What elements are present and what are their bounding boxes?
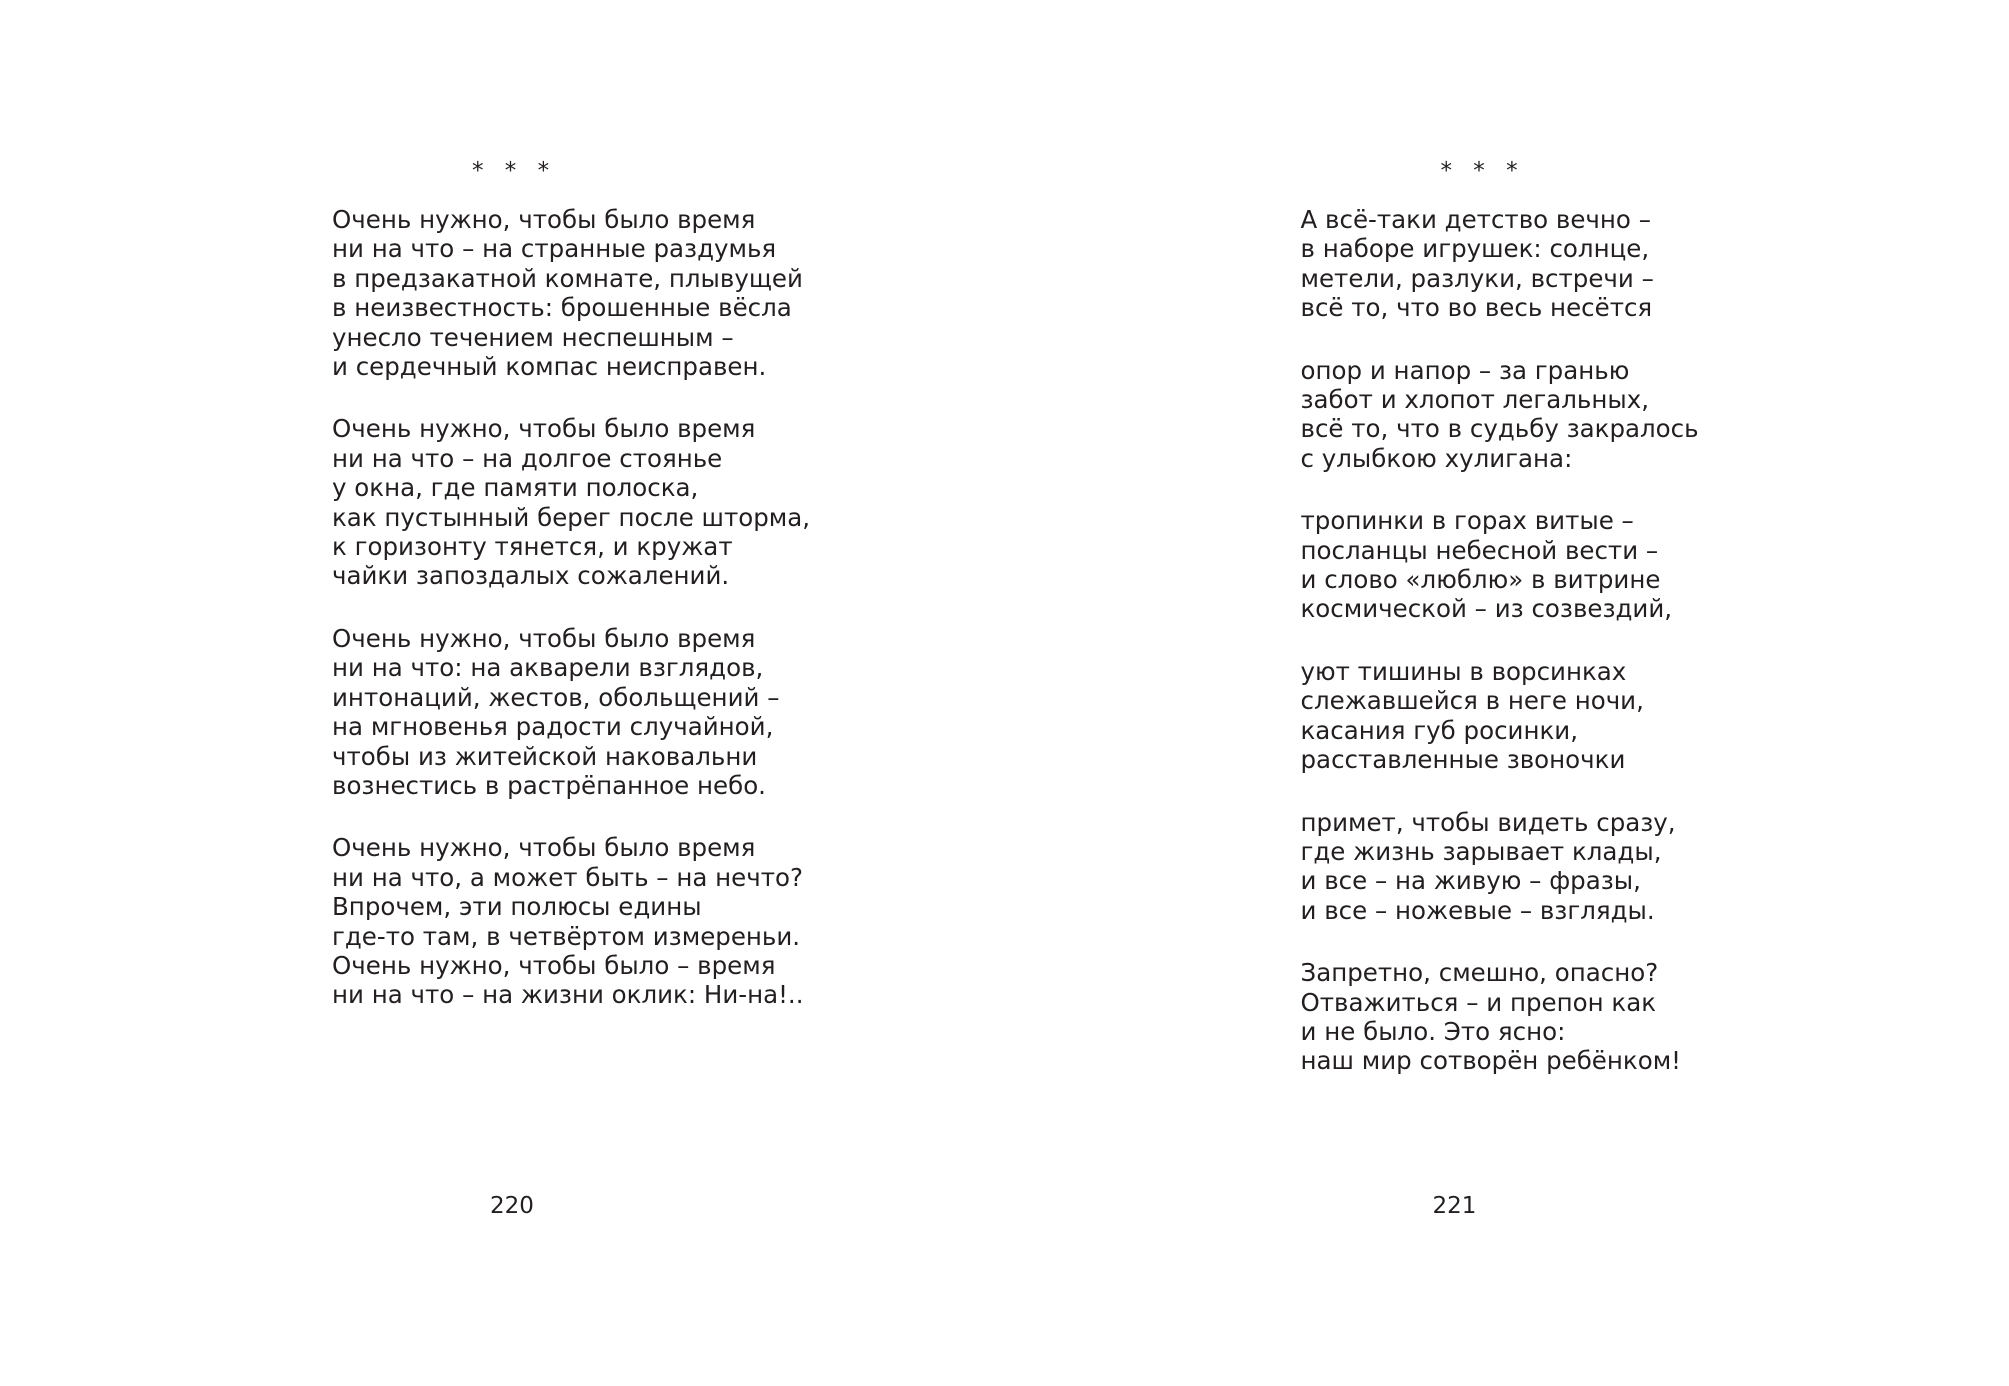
poem-line: унесло течением неспешным – <box>332 322 734 352</box>
poem-line: тропинки в горах витые – <box>1300 506 1634 536</box>
stanza <box>1301 356 1961 474</box>
poem-line: Очень нужно, чтобы было время <box>332 623 756 653</box>
stanza <box>332 833 972 1009</box>
poem-line: всё то, что в судьбу закралось <box>1300 414 1699 444</box>
section-separator-asterisks: * * * <box>472 158 557 184</box>
poem-line: ни на что – на долгое стоянье <box>332 443 723 473</box>
stanza <box>1301 205 1961 323</box>
poem-line: где-то там, в четвёртом измереньи. <box>332 921 801 951</box>
poem-line: и слово «люблю» в витрине <box>1300 565 1661 595</box>
poem-line: касания губ росинки, <box>1300 715 1578 745</box>
poem-line: Отважиться – и препон как <box>1300 987 1657 1017</box>
poem-line: вознестись в растрёпанное небо. <box>332 770 766 800</box>
poem-line: Впрочем, эти полюсы едины <box>332 892 702 922</box>
poem-line: чайки запоздалых сожалений. <box>332 561 730 591</box>
poem-line: ни на что – на жизни оклик: Ни-на!.. <box>332 980 804 1010</box>
poem-line: А всё-таки детство вечно – <box>1300 205 1651 234</box>
poem-line: Очень нужно, чтобы было время <box>332 833 756 863</box>
page-number-left: 220 <box>490 1193 534 1219</box>
stanza <box>1301 657 1961 775</box>
poem-line: всё то, что во весь несётся <box>1300 293 1653 323</box>
poem-line: Очень нужно, чтобы было время <box>332 414 756 444</box>
poem-line: космической – из созвездий, <box>1300 594 1673 624</box>
poem-line: ни на что, а может быть – на нечто? <box>332 862 803 892</box>
poem-line: в наборе игрушек: солнце, <box>1300 234 1650 264</box>
poem-line: уют тишины в ворсинках <box>1300 656 1627 686</box>
poem-line: примет, чтобы видеть сразу, <box>1300 807 1676 837</box>
page-number-right: 221 <box>1432 1193 1477 1219</box>
stanza <box>1301 808 1961 926</box>
poem-line: как пустынный берег после шторма, <box>332 502 811 532</box>
stanza <box>332 624 972 800</box>
stanza <box>332 205 972 381</box>
poem-body-left <box>332 160 972 1010</box>
poem-line: опор и напор – за гранью <box>1300 355 1630 385</box>
poem-line: Очень нужно, чтобы было время <box>332 205 756 234</box>
poem-line: метели, разлуки, встречи – <box>1300 263 1654 293</box>
poem-line: чтобы из житейской наковальни <box>332 741 758 771</box>
poem-line: наш мир сотворён ребёнком! <box>1300 1046 1681 1076</box>
stanza <box>1301 958 1961 1076</box>
poem-line: посланцы небесной вести – <box>1300 535 1659 565</box>
poem-line: и сердечный компас неисправен. <box>332 352 767 382</box>
poem-line: в неизвестность: брошенные вёсла <box>332 293 792 323</box>
poem-line: расставленные звоночки <box>1300 745 1626 775</box>
poem-line: ни на что: на акварели взглядов, <box>332 653 764 683</box>
poem-line: и все – на живую – фразы, <box>1300 866 1641 896</box>
poem-line: к горизонту тянется, и кружат <box>332 532 733 562</box>
poem-line: Запретно, смешно, опасно? <box>1300 958 1659 988</box>
poem-line: Очень нужно, чтобы было – время <box>332 950 776 980</box>
poem-line: в предзакатной комнате, плывущей <box>332 263 803 293</box>
poem-line: забот и хлопот легальных, <box>1300 385 1649 415</box>
poem-line: и не было. Это ясно: <box>1300 1016 1566 1046</box>
stanza <box>332 414 972 590</box>
poem-line: у окна, где памяти полоска, <box>332 473 699 503</box>
poem-line: интонаций, жестов, обольщений – <box>332 682 780 712</box>
page-right <box>1005 0 2009 1386</box>
poem-line: где жизнь зарывает клады, <box>1300 836 1662 866</box>
poem-line: слежавшейся в неге ночи, <box>1300 686 1644 716</box>
poem-line: и все – ножевые – взгляды. <box>1300 895 1655 925</box>
poem-line: с улыбкою хулигана: <box>1300 443 1573 473</box>
section-separator-asterisks: * * * <box>1440 158 1525 184</box>
stanza <box>1301 506 1961 624</box>
poem-line: ни на что – на странные раздумья <box>332 234 777 264</box>
poem-line: на мгновенья радости случайной, <box>332 712 774 742</box>
poem-body-right <box>1301 160 1961 1076</box>
